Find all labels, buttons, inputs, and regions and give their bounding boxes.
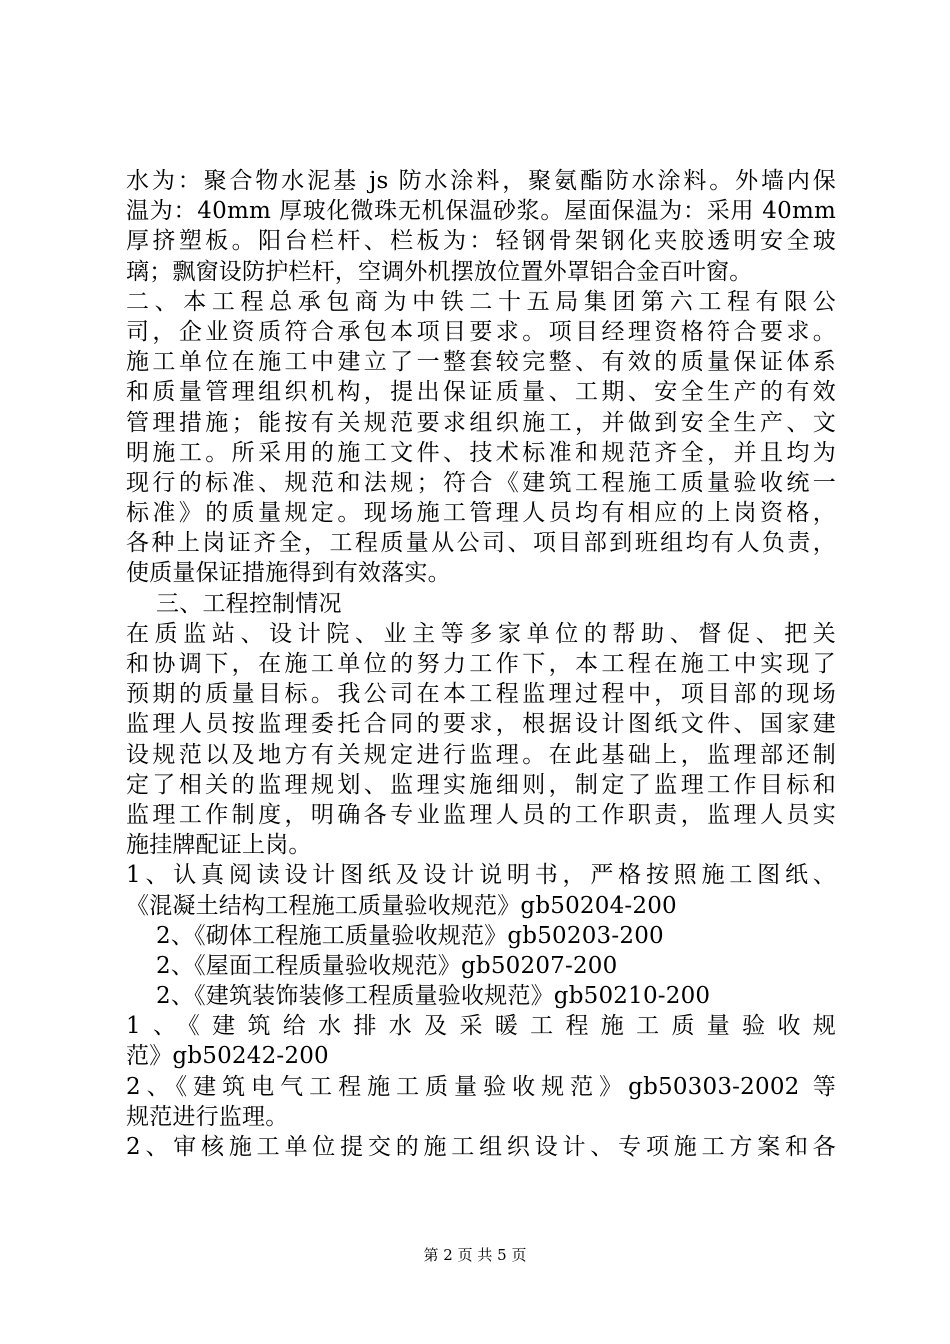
text-line: 2、《建筑装饰装修工程质量验收规范》gb50210-200 (126, 983, 711, 1010)
text-line: 使质量保证措施得到有效落实。 (126, 560, 451, 587)
text-line: 司，企业资质符合承包本项目要求。项目经理资格符合要求。 (126, 318, 836, 345)
text-line: 《混凝土结构工程施工质量验收规范》gb50204-200 (126, 892, 677, 919)
text-line: 和质量管理组织机构，提出保证质量、工期、安全生产的有效 (126, 379, 836, 406)
text-line: 1、《建筑给水排水及采暖工程施工质量验收规 (126, 1013, 836, 1040)
text-line: 明施工。所采用的施工文件、技术标准和规范齐全，并且均为 (126, 439, 836, 466)
text-line: 施工单位在施工中建立了一整套较完整、有效的质量保证体系 (126, 349, 836, 376)
text-line: 三、工程控制情况 (126, 590, 342, 617)
text-line: 预期的质量目标。我公司在本工程监理过程中，项目部的现场 (126, 681, 836, 708)
text-line: 和协调下，在施工单位的努力工作下，本工程在施工中实现了 (126, 651, 836, 677)
text-line: 温为：40mm 厚玻化微珠无机保温砂浆。屋面保温为：采用 40mm (126, 198, 836, 225)
text-line: 水为：聚合物水泥基 js 防水涂料，聚氨酯防水涂料。外墙内保 (126, 168, 836, 194)
text-line: 设规范以及地方有关规定进行监理。在此基础上，监理部还制 (126, 741, 836, 768)
text-line: 2、《建筑电气工程施工质量验收规范》gb50303-2002 等 (126, 1073, 836, 1100)
text-line: 2、审核施工单位提交的施工组织设计、专项施工方案和各 (126, 1134, 836, 1160)
text-line: 2、《屋面工程质量验收规范》gb50207-200 (126, 952, 618, 979)
page-footer: 第 2 页 共 5 页 (423, 1246, 527, 1264)
text-line: 规范进行监理。 (126, 1103, 289, 1130)
text-line: 标准》的质量规定。现场施工管理人员均有相应的上岗资格， (126, 500, 836, 527)
text-line: 璃；飘窗设防护栏杆，空调外机摆放位置外罩铝合金百叶窗。 (126, 258, 753, 285)
text-line: 监理工作制度，明确各专业监理人员的工作职责，监理人员实 (126, 801, 836, 828)
text-line: 施挂牌配证上岗。 (126, 832, 312, 859)
text-line: 在质监站、设计院、业主等多家单位的帮助、督促、把关 (126, 620, 836, 647)
text-line: 管理措施；能按有关规范要求组织施工，并做到安全生产、文 (126, 409, 836, 436)
text-line: 定了相关的监理规划、监理实施细则，制定了监理工作目标和 (126, 771, 836, 798)
body-text (126, 166, 836, 1162)
text-line: 现行的标准、规范和法规；符合《建筑工程施工质量验收统一 (126, 469, 836, 496)
text-line: 二、本工程总承包商为中铁二十五局集团第六工程有限公 (126, 288, 836, 315)
text-line: 2、《砌体工程施工质量验收规范》gb50203-200 (126, 922, 664, 949)
text-line: 厚挤塑板。阳台栏杆、栏板为：轻钢骨架钢化夹胶透明安全玻 (126, 228, 836, 255)
text-line: 范》gb50242-200 (126, 1043, 329, 1070)
text-line: 1、认真阅读设计图纸及设计说明书，严格按照施工图纸、 (126, 862, 836, 889)
text-line: 监理人员按监理委托合同的要求，根据设计图纸文件、国家建 (126, 711, 836, 738)
text-line: 各种上岗证齐全，工程质量从公司、项目部到班组均有人负责， (126, 530, 836, 557)
